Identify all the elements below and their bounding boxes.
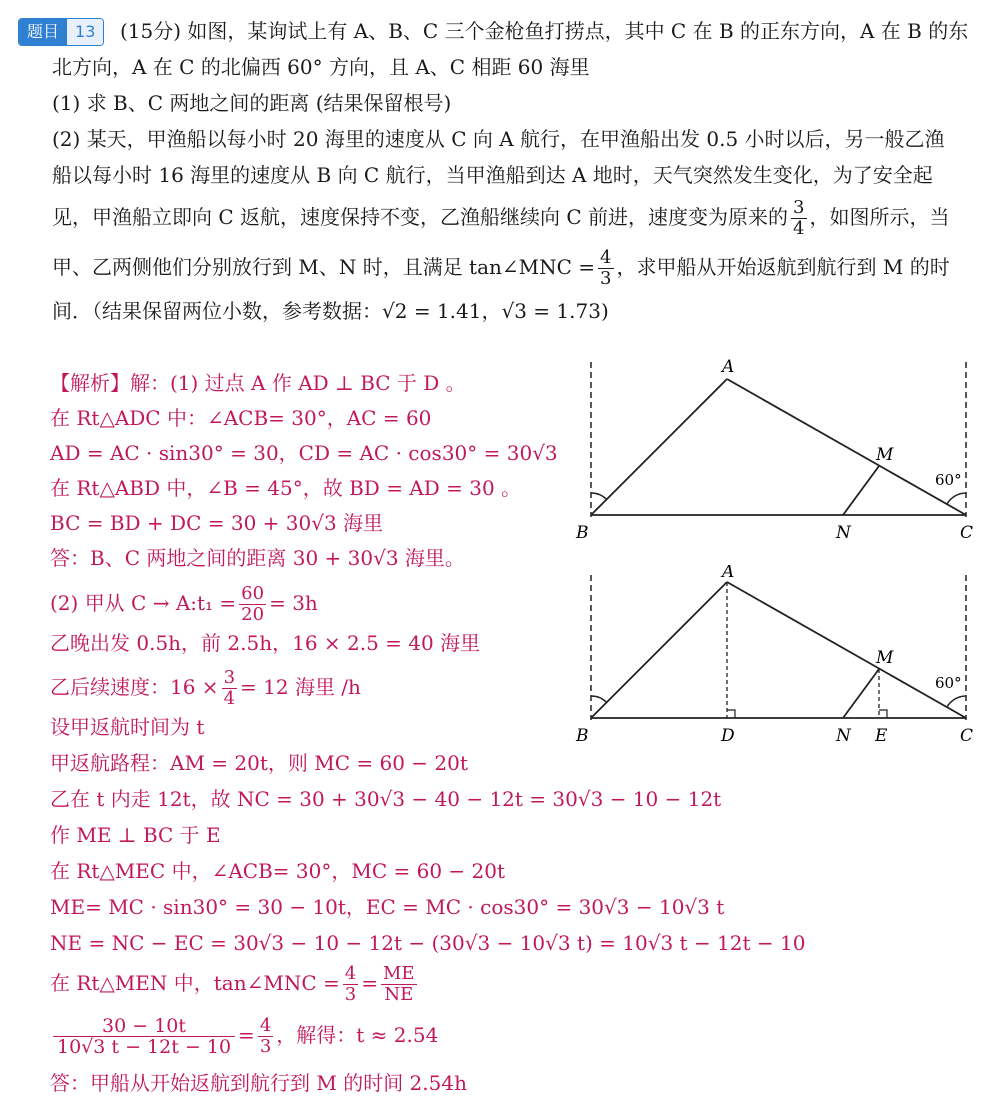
solution-line-18-post: ，解得：t ≈ 2.54 [276, 1023, 439, 1047]
label-b-2: B [576, 726, 589, 746]
figure-1-diagram [570, 352, 990, 552]
solution-line-8: 乙晚出发 0.5h，前 2.5h，16 × 2.5 = 40 海里 [50, 631, 481, 655]
solution-line-3: AD = AC · sin30° = 30，CD = AC · cos30° = 30√3 [50, 441, 558, 465]
solution-line-17-pre: 在 Rt△MEN 中，tan∠MNC = [50, 971, 340, 995]
fraction-me-ne: $\frac{ME}{NE}$ [382, 963, 415, 1005]
problem-line-7-tail: ，求甲船从开始返航到航行到 M 的时 [616, 255, 950, 279]
equals-sign-2: = [238, 1023, 255, 1047]
figure-2-diagram [570, 565, 990, 755]
problem-line-1: (15分) 如图，某询试上有 A、B、C 三个金枪鱼打捞点，其中 C 在 B 的正东方向，A 在 B 的东 [120, 19, 969, 43]
label-m-2: M [876, 648, 894, 668]
solution-line-13: 作 ME ⊥ BC 于 E [50, 823, 221, 847]
solution-line-9 [50, 668, 361, 709]
label-b: B [576, 523, 589, 543]
badge-label: 题目 [19, 19, 67, 45]
angle-arc-b [591, 493, 607, 499]
segment-ab-2 [591, 582, 727, 718]
problem-line-7 [52, 248, 950, 289]
problem-line-4: (2) 某天，甲渔船以每小时 20 海里的速度从 C 向 A 航行，在甲渔船出发 0.5 小时以后，另一般乙渔 [52, 127, 945, 151]
right-angle-e [879, 710, 887, 718]
problem-line-8: 间．（结果保留两位小数，参考数据：√2 = 1.41，√3 = 1.73) [52, 299, 609, 323]
label-m: M [876, 445, 894, 465]
angle-arc-c-2 [947, 696, 966, 707]
badge-number: 13 [67, 19, 103, 45]
label-n: N [836, 523, 851, 543]
label-n-2: N [836, 726, 851, 746]
solution-line-19: 答：甲船从开始返航到航行到 M 的时间 2.54h [50, 1071, 467, 1095]
solution-line-7-post: = 3h [269, 591, 318, 615]
solution-line-11: 甲返航路程：AM = 20t，则 MC = 60 − 20t [50, 751, 468, 775]
angle-label-60: 60° [935, 471, 962, 489]
fraction-3-4-b: $\frac{3}{4}$ [223, 667, 236, 709]
angle-arc-b-2 [591, 696, 607, 702]
label-e: E [875, 726, 888, 746]
problem-line-7-text: 甲、乙两侧他们分别放行到 M、N 时，且满足 tan∠MNC = [52, 255, 596, 279]
fraction-4-3-c: $\frac{4}{3}$ [259, 1015, 272, 1057]
solution-line-4: 在 Rt△ABD 中，∠B = 45°，故 BD = AD = 30 。 [50, 476, 522, 500]
angle-arc-c [947, 493, 966, 504]
angle-label-60-2: 60° [935, 674, 962, 692]
right-angle-d [727, 710, 735, 718]
label-a-2: A [722, 565, 735, 582]
label-d: D [721, 726, 735, 746]
label-c: C [960, 523, 974, 543]
segment-ac [727, 379, 966, 515]
solution-line-9-pre: 乙后续速度：16 × [50, 675, 219, 699]
label-c-2: C [960, 726, 974, 746]
problem-line-6-text: 见，甲渔船立即向 C 返航，速度保持不变，乙渔船继续向 C 前进，速度变为原来的 [52, 205, 789, 229]
fraction-3-4: $\frac{3}{4}$ [793, 197, 805, 239]
solution-line-9-post: = 12 海里 /h [240, 675, 361, 699]
problem-line-3: (1) 求 B、C 两地之间的距离 (结果保留根号) [52, 91, 452, 115]
solution-line-15: ME= MC · sin30° = 30 − 10t，EC = MC · cos30° = 30√3 − 10√3 t [50, 895, 725, 919]
problem-number-badge [18, 18, 104, 46]
solution-line-16: NE = NC − EC = 30√3 − 10 − 12t − (30√3 − 10√3 t) = 10√3 t − 12t − 10 [50, 931, 806, 955]
solution-line-7 [50, 584, 318, 625]
segment-mn [843, 466, 879, 515]
solution-line-1: 【解析】解：(1) 过点 A 作 AD ⊥ BC 于 D 。 [50, 371, 466, 395]
segment-ac-2 [727, 582, 966, 718]
label-a: A [722, 357, 735, 377]
problem-line-5: 船以每小时 16 海里的速度从 B 向 C 航行，当甲渔船到达 A 地时，天气突然发生变化，为了安全起 [52, 163, 933, 187]
solution-line-18 [50, 1016, 438, 1057]
equals-sign: = [361, 971, 378, 995]
problem-line-6 [52, 198, 950, 239]
fraction-4-3-b: $\frac{4}{3}$ [344, 963, 357, 1005]
solution-line-17 [50, 964, 420, 1005]
solution-line-7-pre: (2) 甲从 C → A:t₁ = [50, 591, 237, 615]
fraction-equation: $\frac{30 - 10t}{10√3 t - 12t - 10}$ [53, 1016, 235, 1057]
problem-line-2: 北方向，A 在 C 的北偏西 60° 方向，且 A、C 相距 60 海里 [52, 55, 590, 79]
solution-line-14: 在 Rt△MEC 中，∠ACB= 30°，MC = 60 − 20t [50, 859, 505, 883]
solution-line-10: 设甲返航时间为 t [50, 715, 205, 739]
fraction-60-20: $\frac{60}{20}$ [241, 583, 265, 625]
segment-mn-2 [843, 669, 879, 718]
solution-line-5: BC = BD + DC = 30 + 30√3 海里 [50, 511, 384, 535]
problem-line-6-tail: ，如图所示，当 [809, 205, 950, 229]
solution-line-2: 在 Rt△ADC 中：∠ACB= 30°，AC = 60 [50, 406, 432, 430]
segment-ab [591, 379, 727, 515]
solution-line-12: 乙在 t 内走 12t，故 NC = 30 + 30√3 − 40 − 12t = 30√3 − 10 − 12t [50, 787, 722, 811]
fraction-4-3: $\frac{4}{3}$ [600, 247, 612, 289]
solution-line-6: 答：B、C 两地之间的距离 30 + 30√3 海里。 [50, 546, 465, 570]
